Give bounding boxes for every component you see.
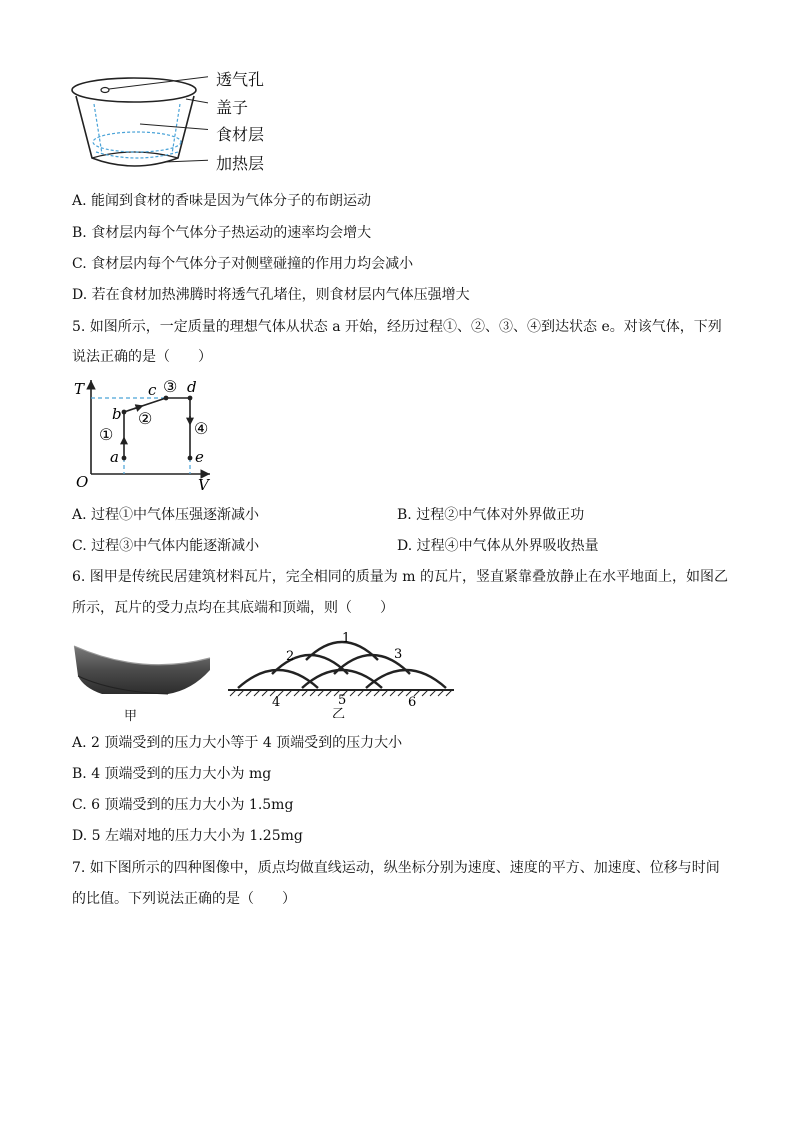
- roof-tile-image: [72, 636, 214, 698]
- q5-option-c: C. 过程③中气体内能逐渐减小: [72, 538, 260, 554]
- point-e: [188, 456, 193, 461]
- origin-label: O: [76, 473, 89, 491]
- q5-option-a: A. 过程①中气体压强逐渐减小: [72, 507, 260, 523]
- q7-stem-line1: 7. 如下图所示的四种图像中，质点均做直线运动，纵坐标分别为速度、速度的平方、加速度、位移与时间: [72, 860, 720, 876]
- stacked-tiles-figure: [222, 628, 458, 718]
- point-b-label: b: [112, 405, 122, 423]
- tile-4-label: 4: [272, 695, 281, 710]
- tile-6-label: 6: [408, 695, 417, 710]
- point-b: [122, 410, 127, 415]
- axis-t-label: T: [74, 380, 85, 398]
- q6-option-a: A. 2 顶端受到的压力大小等于 4 顶端受到的压力大小: [72, 735, 403, 751]
- point-d: [188, 396, 193, 401]
- point-c-label: c: [148, 381, 157, 399]
- q5-stem-line2: 说法正确的是（ ）: [72, 349, 212, 365]
- process-1-label: ①: [99, 425, 114, 444]
- q6-option-b: B. 4 顶端受到的压力大小为 mg: [72, 766, 272, 782]
- tile-1-label: 1: [342, 631, 351, 646]
- point-a: [122, 456, 127, 461]
- q5-option-b: B. 过程②中气体对外界做正功: [397, 507, 585, 523]
- process-3-label: ③: [163, 377, 178, 396]
- q6-option-d: D. 5 左端对地的压力大小为 1.25mg: [72, 828, 303, 844]
- pot-figure: [68, 66, 208, 176]
- q4-option-b: B. 食材层内每个气体分子热运动的速率均会增大: [72, 225, 372, 241]
- q5-option-d: D. 过程④中气体从外界吸收热量: [397, 538, 599, 554]
- q6-option-c: C. 6 顶端受到的压力大小为 1.5mg: [72, 797, 294, 813]
- vent-label: 透气孔: [216, 70, 265, 89]
- tile-2-label: 2: [286, 649, 295, 664]
- point-a-label: a: [110, 448, 119, 466]
- process-2-label: ②: [138, 409, 153, 428]
- process-4-label: ④: [194, 419, 209, 438]
- q5-stem-line1: 5. 如图所示，一定质量的理想气体从状态 a 开始，经历过程①、②、③、④到达状态 e。对该气体，下列: [72, 319, 722, 335]
- fig-jia-label: 甲: [124, 709, 138, 724]
- q4-option-d: D. 若在食材加热沸腾时将透气孔堵住，则食材层内气体压强增大: [72, 287, 470, 303]
- lid-label: 盖子: [216, 98, 249, 117]
- q4-option-c: C. 食材层内每个气体分子对侧壁碰撞的作用力均会减小: [72, 256, 414, 272]
- food-layer-label: 食材层: [216, 125, 265, 144]
- q4-option-a: A. 能闻到食材的香味是因为气体分子的布朗运动: [72, 193, 372, 209]
- tile-5-label: 5: [338, 693, 347, 708]
- q7-stem-line2: 的比值。下列说法正确的是（ ）: [72, 891, 296, 907]
- fig-yi-label: 乙: [332, 707, 346, 718]
- tv-graph: [70, 372, 220, 497]
- point-d-label: d: [187, 378, 197, 396]
- tile-3-label: 3: [394, 647, 403, 662]
- point-c: [164, 396, 169, 401]
- heat-layer-label: 加热层: [216, 154, 265, 173]
- q6-stem-line2: 所示，瓦片的受力点均在其底端和顶端，则（ ）: [72, 600, 394, 616]
- q6-stem-line1: 6. 图甲是传统民居建筑材料瓦片，完全相同的质量为 m 的瓦片，竖直紧靠叠放静止在水平地面上，如图乙: [72, 569, 728, 585]
- point-e-label: e: [195, 448, 204, 466]
- axis-v-label: V: [198, 476, 209, 494]
